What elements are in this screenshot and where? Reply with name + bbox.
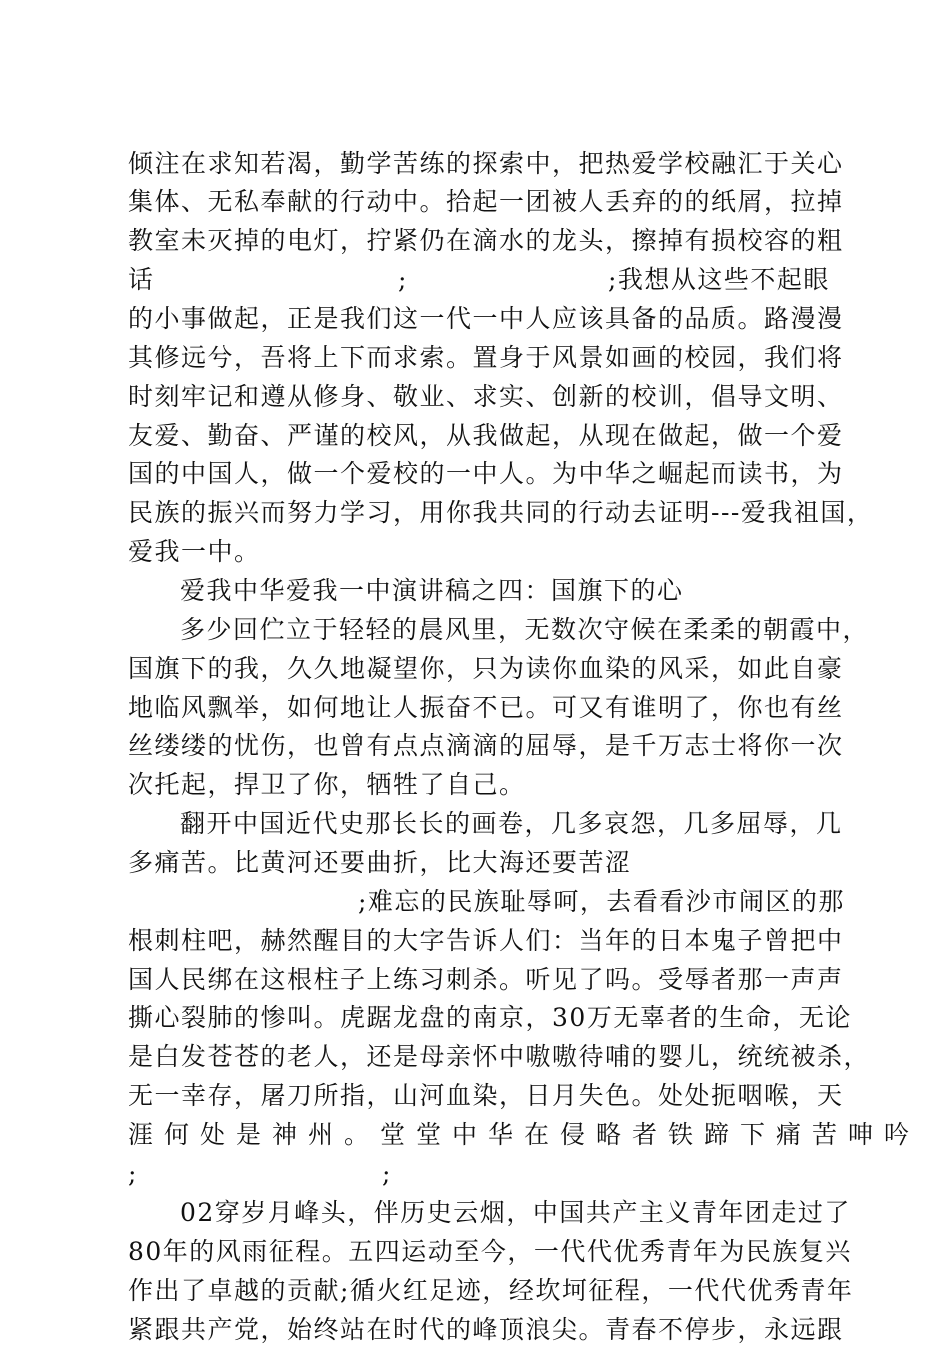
text-line: 无一幸存，屠刀所指，山河血染，日月失色。处处扼咽喉，天 (128, 1081, 844, 1110)
text-line: 丝缕缕的忧伤，也曾有点点滴滴的屈辱，是千万志士将你一次 (128, 731, 844, 760)
text-line: 教室未灭掉的电灯，拧紧仍在滴水的龙头，擦掉有损校容的粗 (128, 226, 844, 255)
text-line: 多少回伫立于轻轻的晨风里，无数次守候在柔柔的朝霞中， (180, 615, 870, 644)
text-line-fragment: ;我想从这些不起眼 (608, 265, 830, 294)
text-line: 国的中国人，做一个爱校的一中人。为中华之崛起而读书，为 (128, 459, 844, 488)
text-line: 涯何处是神州。堂堂中华在侵略者铁蹄下痛苦呻吟 (128, 1120, 921, 1149)
text-line: 是白发苍苍的老人，还是母亲怀中嗷嗷待哺的婴儿，统统被杀， (128, 1042, 871, 1071)
text-line: 02穿岁月峰头，伴历史云烟，中国共产主义青年团走过了 (180, 1198, 851, 1227)
text-line: 时刻牢记和遵从修身、敬业、求实、创新的校训，倡导文明、 (128, 382, 844, 411)
text-line: 集体、无私奉献的行动中。拾起一团被人丢弃的的纸屑，拉掉 (128, 187, 844, 216)
text-line: 次托起，捍卫了你，牺牲了自己。 (128, 770, 526, 799)
text-line: 的小事做起，正是我们这一代一中人应该具备的品质。路漫漫 (128, 304, 844, 333)
semicolon: ; (128, 1159, 137, 1188)
text-line: 倾注在求知若渴，勤学苦练的探索中，把热爱学校融汇于关心 (128, 149, 844, 178)
text-line: 作出了卓越的贡献;循火红足迹，经坎坷征程，一代代优秀青年 (128, 1276, 854, 1305)
text-line: 国旗下的我，久久地凝望你，只为读你血染的风采，如此自豪 (128, 654, 844, 683)
semicolon: ; (382, 1159, 391, 1188)
text-line: 紧跟共产党，始终站在时代的峰顶浪尖。青春不停步，永远跟 (128, 1315, 844, 1344)
text-line: 其修远兮，吾将上下而求索。置身于风景如画的校园，我们将 (128, 343, 844, 372)
text-line: 国人民绑在这根柱子上练习刺杀。听见了吗。受辱者那一声声 (128, 965, 844, 994)
text-line: 80年的风雨征程。五四运动至今，一代代优秀青年为民族复兴 (128, 1237, 852, 1266)
text-line: 翻开中国近代史那长长的画卷，几多哀怨，几多屈辱，几 (180, 809, 843, 838)
text-line: 地临风飘举，如何地让人振奋不已。可又有谁明了，你也有丝 (128, 693, 844, 722)
text-line: 话 (128, 265, 155, 294)
text-line: 根刺柱吧，赫然醒目的大字告诉人们：当年的日本鬼子曾把中 (128, 926, 844, 955)
semicolon: ; (398, 265, 407, 294)
text-line-fragment: ;难忘的民族耻辱呵，去看看沙市闹区的那 (358, 887, 845, 916)
text-line: 民族的振兴而努力学习，用你我共同的行动去证明---爱我祖国， (128, 498, 874, 527)
text-line: 友爱、勤奋、严谨的校风，从我做起，从现在做起，做一个爱 (128, 421, 844, 450)
section-heading: 爱我中华爱我一中演讲稿之四：国旗下的心 (180, 576, 684, 605)
text-line: 撕心裂肺的惨叫。虎踞龙盘的南京，30万无辜者的生命，无论 (128, 1003, 852, 1032)
text-line: 爱我一中。 (128, 537, 261, 566)
text-line: 多痛苦。比黄河还要曲折，比大海还要苦涩 (128, 848, 632, 877)
